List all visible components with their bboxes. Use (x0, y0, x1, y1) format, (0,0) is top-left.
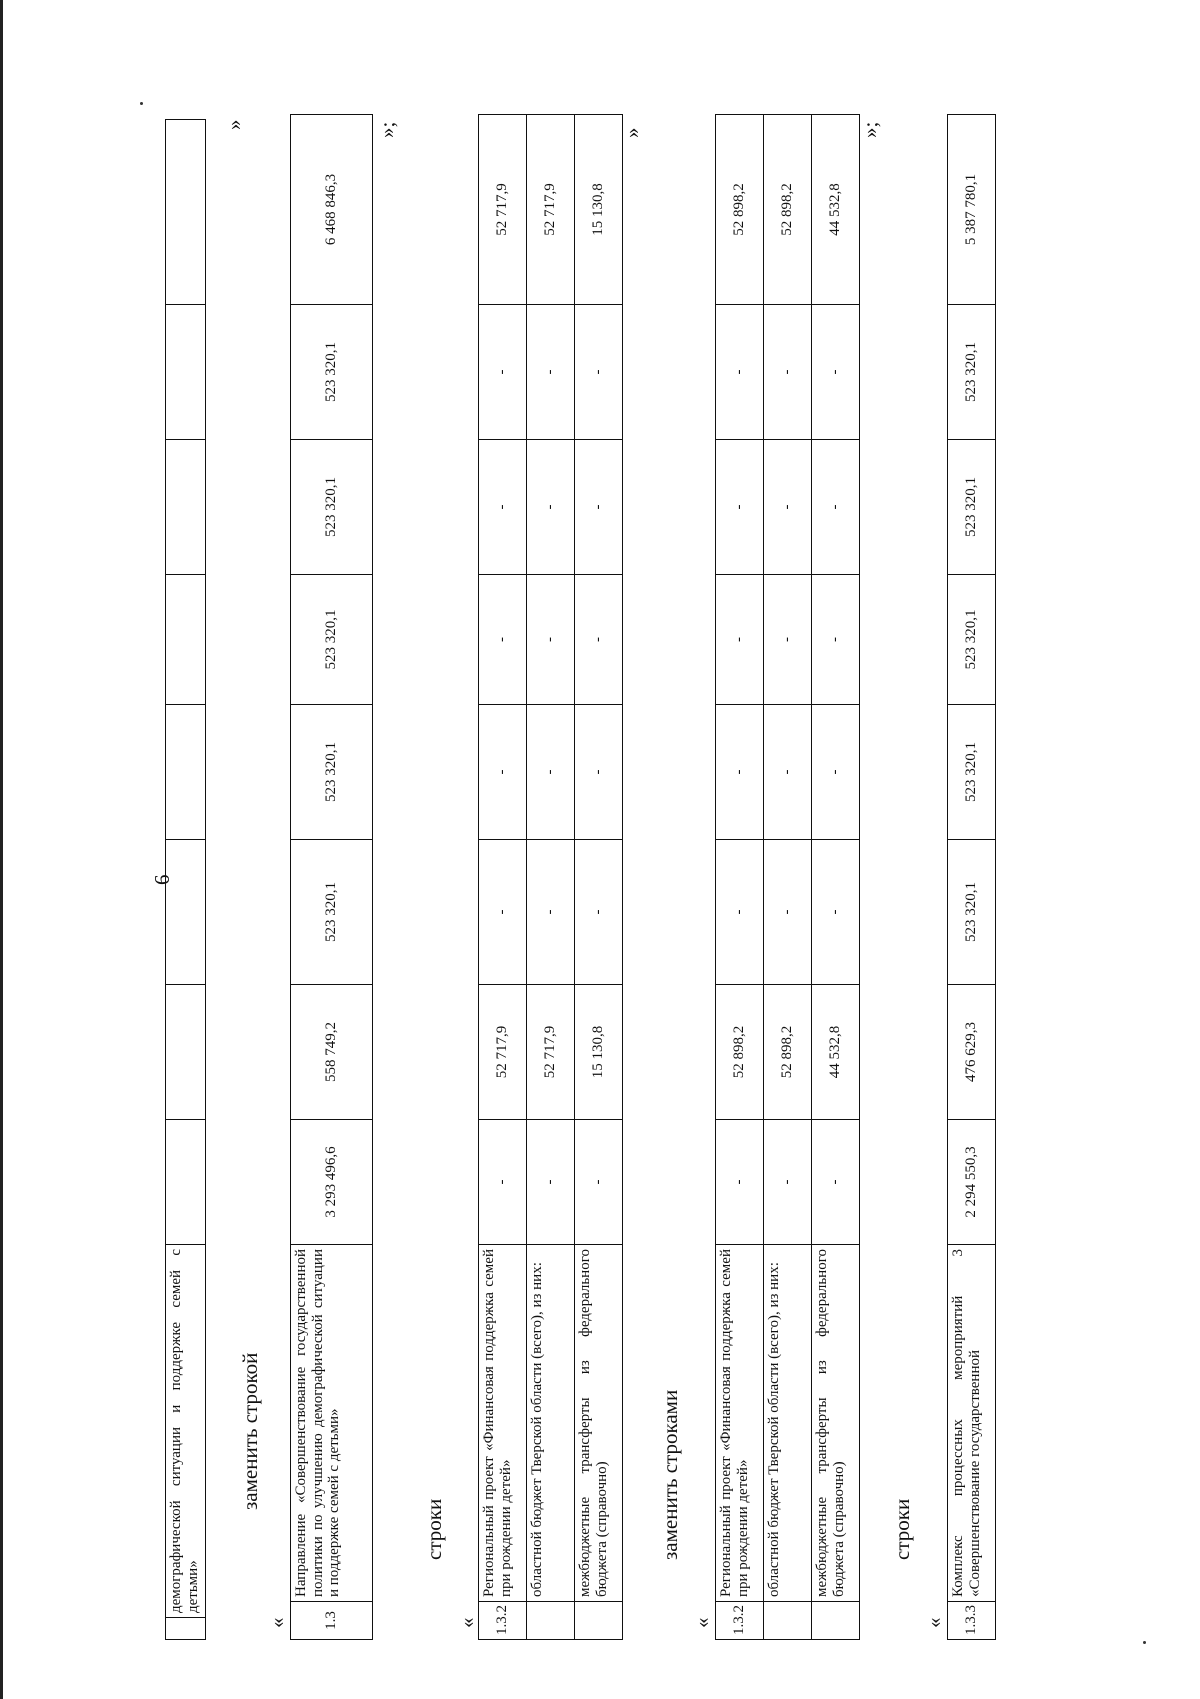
table-row (812, 115, 860, 1640)
row-value: - (479, 840, 527, 985)
row-value: - (527, 1120, 575, 1245)
row-value: - (764, 840, 812, 985)
row-value: - (764, 1120, 812, 1245)
instruction-replace-with-rows: заменить строками (658, 1389, 682, 1560)
row-value: 52 717,9 (479, 985, 527, 1120)
row-value: - (716, 305, 764, 440)
row-code (812, 1602, 860, 1640)
row-value (166, 440, 206, 575)
row-value: - (527, 440, 575, 575)
row-value: 523 320,1 (948, 575, 996, 705)
row-value: - (764, 305, 812, 440)
row-value: 523 320,1 (291, 705, 373, 840)
opening-quote: « (922, 1617, 946, 1628)
row-value: 523 320,1 (948, 705, 996, 840)
row-value: 52 898,2 (764, 115, 812, 305)
row-name: межбюджетные трансферты из федерального бюджета (справочно) (812, 1245, 860, 1602)
page-number: 6 (150, 874, 174, 885)
row-value: - (575, 1120, 623, 1245)
rotated-page (150, 80, 1200, 1660)
row-code (764, 1602, 812, 1640)
row-value: 523 320,1 (948, 305, 996, 440)
row-name: Региональный проект «Финансовая поддержка семей при рождении детей» (479, 1245, 527, 1602)
row-name: Направление «Совершенствование государственной политики по улучшению демографической ситуации и поддержке семей с детьми» (291, 1245, 373, 1602)
row-value (166, 705, 206, 840)
closing-quote: » (222, 119, 246, 130)
row-value: 523 320,1 (291, 840, 373, 985)
row-code (575, 1602, 623, 1640)
row-value: 6 468 846,3 (291, 115, 373, 305)
closing-quote: »; (858, 121, 882, 138)
row-value: - (716, 705, 764, 840)
row-value: 52 898,2 (716, 985, 764, 1120)
row-value: 476 629,3 (948, 985, 996, 1120)
closing-quote: »; (375, 121, 399, 138)
row-value: - (575, 840, 623, 985)
row-value: - (812, 1120, 860, 1245)
table-regional-project-old (478, 114, 623, 1640)
row-value (166, 575, 206, 705)
row-value: - (479, 705, 527, 840)
row-value: 523 320,1 (291, 575, 373, 705)
instruction-rows: строки (422, 1498, 446, 1560)
row-value: - (764, 440, 812, 575)
row-value: 558 749,2 (291, 985, 373, 1120)
row-code (527, 1602, 575, 1640)
row-value: - (575, 705, 623, 840)
row-value: 44 532,8 (812, 115, 860, 305)
row-value: 523 320,1 (291, 440, 373, 575)
table-row (764, 115, 812, 1640)
instruction-replace-with-row: заменить строкой (238, 1352, 262, 1510)
table-process-complex-1-3-3 (947, 114, 996, 1640)
scan-edge-line (0, 0, 3, 1699)
row-value: 5 387 780,1 (948, 115, 996, 305)
row-value: - (575, 440, 623, 575)
row-value: 52 898,2 (716, 115, 764, 305)
row-value: - (812, 575, 860, 705)
row-value: - (812, 840, 860, 985)
row-value: - (575, 575, 623, 705)
row-value: - (527, 305, 575, 440)
row-value: - (716, 840, 764, 985)
row-value: 52 898,2 (764, 985, 812, 1120)
row-value (166, 1120, 206, 1245)
row-value (166, 305, 206, 440)
row-value: 3 293 496,6 (291, 1120, 373, 1245)
row-value: 15 130,8 (575, 985, 623, 1120)
row-code: 1.3.3 (948, 1602, 996, 1640)
instruction-rows: строки (890, 1498, 914, 1560)
row-value (166, 120, 206, 305)
row-value: 52 717,9 (527, 115, 575, 305)
row-value (166, 985, 206, 1120)
row-code: 1.3.2 (716, 1602, 764, 1640)
row-value: - (527, 575, 575, 705)
table-row (948, 115, 996, 1640)
row-value: - (575, 305, 623, 440)
row-code (166, 1618, 206, 1640)
row-name: Комплекс процессных мероприятий 3 «Совершенствование государственной (948, 1245, 996, 1602)
row-value: - (812, 440, 860, 575)
row-value: 15 130,8 (575, 115, 623, 305)
table-regional-project-new (715, 114, 860, 1640)
row-value: 523 320,1 (291, 305, 373, 440)
row-name: межбюджетные трансферты из федерального бюджета (справочно) (575, 1245, 623, 1602)
closing-quote: » (620, 127, 644, 138)
row-code: 1.3.2 (479, 1602, 527, 1640)
row-value: - (527, 840, 575, 985)
table-prev-row-tail (165, 119, 206, 1640)
row-name: демографической ситуации и поддержке семей с детьми» (166, 1245, 206, 1618)
row-name: Региональный проект «Финансовая поддержка семей при рождении детей» (716, 1245, 764, 1602)
row-name: областной бюджет Тверской области (всего), из них: (764, 1245, 812, 1602)
row-value: - (479, 1120, 527, 1245)
opening-quote: « (265, 1617, 289, 1628)
row-value: - (479, 440, 527, 575)
row-value: 2 294 550,3 (948, 1120, 996, 1245)
row-value: - (764, 575, 812, 705)
table-row (291, 115, 373, 1640)
table-row (479, 115, 527, 1640)
row-value: - (716, 440, 764, 575)
row-value: - (764, 705, 812, 840)
row-value: - (479, 305, 527, 440)
table-row (527, 115, 575, 1640)
scan-speck (140, 102, 143, 105)
row-name: областной бюджет Тверской области (всего), из них: (527, 1245, 575, 1602)
row-value: 52 717,9 (527, 985, 575, 1120)
row-value: - (812, 705, 860, 840)
row-value: 523 320,1 (948, 840, 996, 985)
row-value: 44 532,8 (812, 985, 860, 1120)
row-value: - (527, 705, 575, 840)
row-value: 523 320,1 (948, 440, 996, 575)
row-value (166, 840, 206, 985)
row-value: 52 717,9 (479, 115, 527, 305)
table-direction-1-3 (290, 114, 373, 1640)
row-value: - (716, 1120, 764, 1245)
row-code: 1.3 (291, 1602, 373, 1640)
table-row (166, 120, 206, 1640)
row-value: - (479, 575, 527, 705)
opening-quote: « (690, 1617, 714, 1628)
opening-quote: « (455, 1617, 479, 1628)
table-row (716, 115, 764, 1640)
table-row (575, 115, 623, 1640)
row-value: - (812, 305, 860, 440)
row-value: - (716, 575, 764, 705)
